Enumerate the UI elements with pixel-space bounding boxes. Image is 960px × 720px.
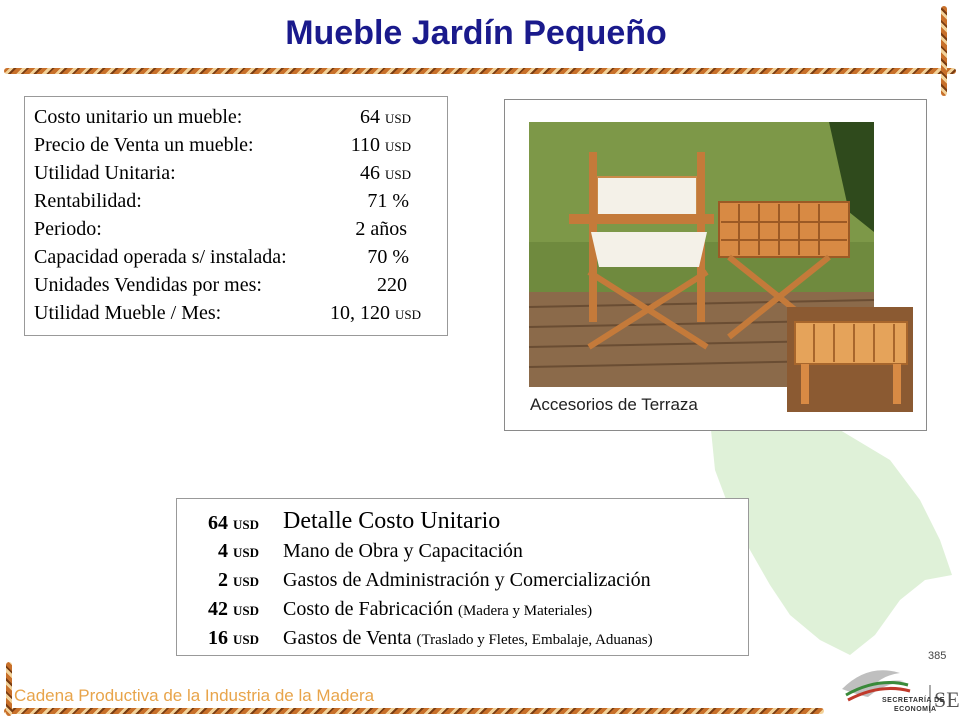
detail-amount: 64 USD <box>207 512 259 534</box>
svg-text:SE: SE <box>934 687 960 712</box>
summary-row <box>34 187 447 215</box>
detail-text: Mano de Obra y Capacitación <box>283 540 523 562</box>
summary-row <box>34 299 447 327</box>
detail-header-text: Detalle Costo Unitario <box>283 508 501 534</box>
summary-row <box>34 215 447 243</box>
summary-label: Utilidad Unitaria: <box>34 162 176 184</box>
detail-row <box>177 627 750 655</box>
detail-text: Costo de Fabricación (Madera y Materiales) <box>283 598 593 620</box>
detail-amount: 4 USD <box>217 540 259 562</box>
page-number: 385 <box>928 650 947 662</box>
summary-row <box>34 159 447 187</box>
summary-row <box>34 243 447 271</box>
detail-text: Gastos de Administración y Comercialización <box>283 569 651 591</box>
summary-label: Periodo: <box>34 218 102 240</box>
page-title: Mueble Jardín Pequeño <box>285 14 667 52</box>
summary-label: Utilidad Mueble / Mes: <box>34 302 222 324</box>
detail-text: Gastos de Venta (Traslado y Fletes, Embalaje, Aduanas) <box>283 627 653 649</box>
footer-text: Cadena Productiva de la Industria de la Madera <box>14 686 375 705</box>
summary-label: Unidades Vendidas por mes: <box>34 274 262 296</box>
summary-value: 64 USD <box>359 106 411 128</box>
summary-value: 10, 120 USD <box>329 302 421 324</box>
summary-row <box>34 131 447 159</box>
summary-value: 71 % <box>367 190 409 212</box>
detail-amount: 2 USD <box>217 569 259 591</box>
detail-header-row <box>177 508 750 536</box>
left-rope-border <box>6 662 12 716</box>
logo-line1: SECRETARÍA DE <box>882 697 945 704</box>
summary-value: 46 USD <box>359 162 411 184</box>
logo-line2: ECONOMÍA <box>894 706 937 713</box>
top-rope-border <box>4 68 956 74</box>
summary-value: 220 <box>377 274 407 296</box>
detail-amount: 42 USD <box>207 598 259 620</box>
summary-value: 110 USD <box>350 134 411 156</box>
photo-caption: Accesorios de Terraza <box>530 395 698 414</box>
detail-amount: 16 USD <box>207 627 259 649</box>
bottom-rope-border <box>4 708 824 714</box>
secretaria-economia-logo <box>838 655 960 715</box>
detail-row <box>177 569 750 597</box>
detail-row <box>177 540 750 568</box>
summary-label: Capacidad operada s/ instalada: <box>34 246 287 268</box>
summary-value: 2 años <box>355 218 407 240</box>
summary-label: Precio de Venta un mueble: <box>34 134 254 156</box>
summary-label: Rentabilidad: <box>34 190 142 212</box>
product-photo <box>504 99 927 431</box>
summary-label: Costo unitario un mueble: <box>34 106 243 128</box>
summary-box <box>24 96 448 336</box>
summary-value: 70 % <box>367 246 409 268</box>
detail-row <box>177 598 750 626</box>
summary-row <box>34 103 447 131</box>
summary-row <box>34 271 447 299</box>
garden-furniture-illustration <box>529 122 914 412</box>
cost-detail-box <box>176 498 749 656</box>
